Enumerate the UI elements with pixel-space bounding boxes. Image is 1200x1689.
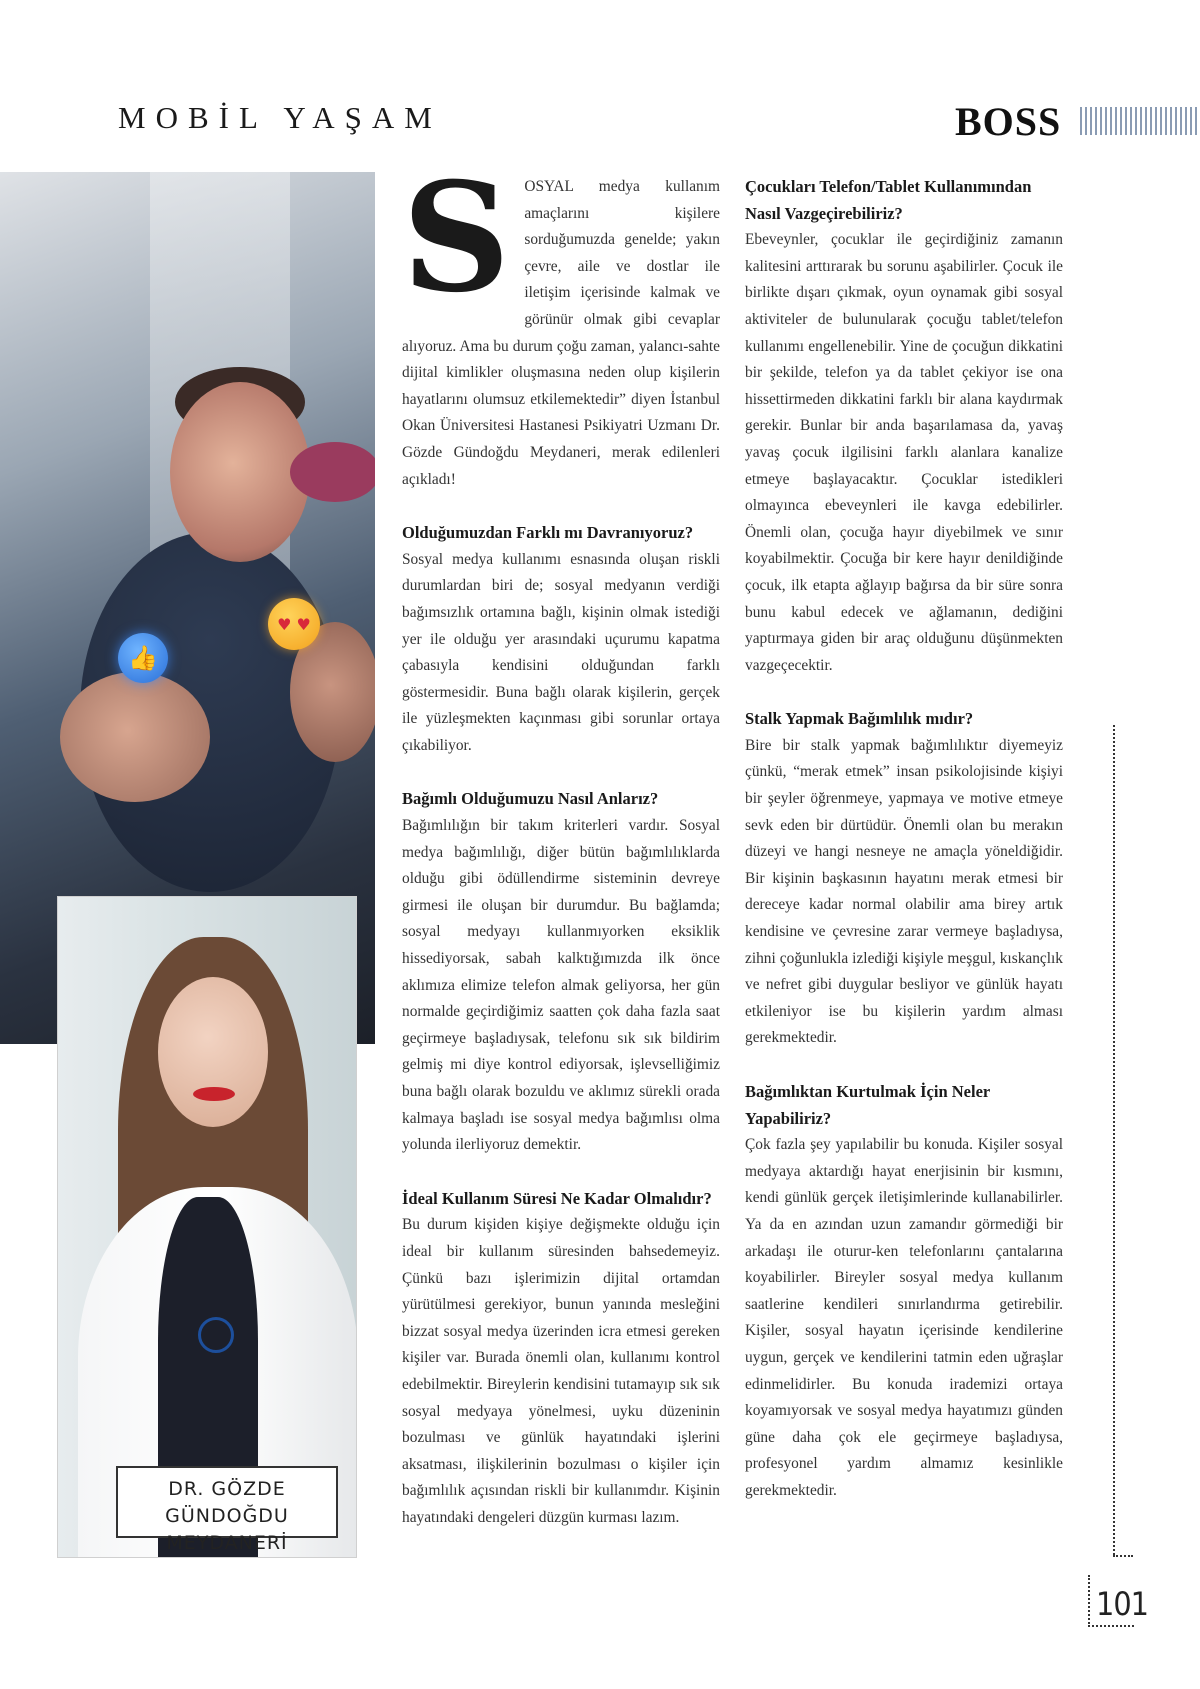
university-logo-icon: [198, 1317, 234, 1353]
logo-stripes: [1080, 107, 1200, 135]
section-heading: Olduğumuzdan Farklı mı Davranıyoruz?: [402, 523, 694, 543]
heart-eyes-emoji-icon: ♥ ♥: [268, 598, 320, 650]
drop-cap: S: [402, 150, 511, 326]
article-intro: OSYAL medya kullanım amaçlarını kişilere sorduğumuzda genelde; yakın çevre, aile ve dostlar ile iletişim içerisinde kalmak ve görünür olmak gibi cevaplar alıyoruz. Ama bu durum çoğu zaman, yalancı-sahte dijital kimlikler oluşmasına neden olup kişilerin hayatlarını olumsuz etkilemektedir” diyen İstanbul Okan Üniversitesi Hastanesi Psikiyatri Uzmanı Dr. Gözde Gündoğdu Meydaneri, merak edilenleri açıkladı!: [402, 178, 720, 488]
section-body: Ebeveynler, çocuklar ile geçirdiğiniz zamanın kalitesini arttırarak bu sorunu aşabilirler. Çocuk ile birlikte dışarı çıkmak, oyun oynamak gibi sosyal aktiviteler de bulunularak çocuğu tablet/telefon kullanımı engellenebilir. Yine de çocuğun dikkatini bir şekilde, telefon ya da tablet çekiyor ise ona hissettirmeden dikkatini farklı bir alana kaydırmak gerekir. Bunlar bir anda başarılamasa da, yavaş yavaş çocuk ilgilisini farklı alanlara kanalize etmeye başlayacaktır. Çocuklar istedikleri olmayınca ebeveynleri ile kavga edebilirler. Önemli olan, çocuğa hayır diyebilmek ve sınır koyabilmektir. Çocuğa bir kere hayır denildiğinde çocuk, ilk etapta ağlayıp bağırsa da bir süre sonra bunu kabul edecek ve ağlamanın, dediğini yaptırmaya giden bir araç olduğunu düşünmekten vazgeçecektir.: [745, 231, 1063, 674]
section-heading: Bağımlıktan Kurtulmak İçin Neler Yapabiliriz?: [745, 1082, 990, 1128]
article-column-left: [402, 150, 720, 1532]
doctor-portrait: [57, 896, 357, 1558]
section-body: Bu durum kişiden kişiye değişmekte olduğu için ideal bir kullanım süresinden bahsedemeyiz. Çünkü bazı işlerimizin dijital ortamdan yürütülmesi gerekiyor, bunun yanında mesleğini bizzat sosyal medya üzerinden icra etmesi gereken kişiler var. Burada önemli olan, kullanımı kontrol edebilmektir. Bireylerin kendisini tutamayıp sık sık sosyal medyaya yönelmesi, uyku düzeninin bozulması ve günlük hayatındaki işlerini aksatması, ilişkilerinin bozulması o kişiler için bağımlılık açısından riskli bir kullanımdır. Kişinin hayatındaki dengeleri düzgün kurması lazım.: [402, 1216, 720, 1526]
section-heading: Bağımlı Olduğumuzu Nasıl Anlarız?: [402, 789, 659, 809]
section-heading: İdeal Kullanım Süresi Ne Kadar Olmalıdır?: [402, 1188, 712, 1208]
section-title: MOBİL YAŞAM: [118, 100, 442, 135]
thumbs-up-icon: 👍: [118, 633, 168, 683]
article-column-right: [745, 174, 1063, 1505]
caption-surname: MEYDANERİ: [166, 1532, 288, 1554]
section-body: Çok fazla şey yapılabilir bu konuda. Kişiler sosyal medyaya aktardığı hayat enerjisinin bir kısmını, kendi günlük gerçek iletişimlerinde kullanabilirler. Ya da en azından uzun zamandır görmediği bir arkadaşı ile oturur-ken telefonlarını çantalarına koyabilirler. Bireyler sosyal medya kullanım saatlerine kendileri sınırlandırma getirebilir. Kişiler, sosyal hayatın içerisinde kendilerine uygun, gerçek ve kendilerini tatmin eden uğraşlar edinmelidirler. Bu konuda irademizi ortaya koyamıyorsak ve sosyal medya hayatımızı günden güne daha çok ele geçirmeye başladıysa, profesyonel yardım almamız kesinlikle gerekmektedir.: [745, 1136, 1063, 1499]
section-body: Bağımlılığın bir takım kriterleri vardır. Sosyal medya bağımlılığı, diğer bütün bağımlılıklarda olduğu gibi ödüllendirme sisteminin devreye girmesi ile oluşan bir durumdur. Bu bağlamda; sosyal medyayı kullanmıyorken eksiklik hissediyorsak, sabah kalktığımızda ilk önce aklımıza elimize telefon almak geliyorsa, her gün normalde geçirdiğimiz saatten çok daha fazla saat geçirmeye başladıysak, telefonu sık sık bildirim gelmiş mi diye kontrol ediyorsak, işlevselliğimiz buna bağlı olarak bozuldu ve aklımız sürekli orada kalmaya başladı ise sosyal medya bağımlısı olma yolunda ilerliyoruz demektir.: [402, 817, 720, 1154]
magazine-logo: BOSS: [955, 99, 1062, 144]
page-number: 101: [1096, 1585, 1148, 1623]
section-body: Sosyal medya kullanımı esnasında oluşan riskli durumlardan biri de; sosyal medyanın verdiği bağımsızlık ortamına bağlı, kişinin olmak istediği yer ile olduğu yer arasındaki uçurumu kapatma çabasıyla kendisini olduğundan farklı göstermesidir. Buna bağlı olarak kişilerin, gerçek ile yüzleşmekten kaçınması gibi sorunlar ortaya çıkabiliyor.: [402, 550, 720, 754]
caption-name: DR. GÖZDE GÜNDOĞDU: [165, 1478, 289, 1527]
dotted-guide-line: [1113, 725, 1115, 1555]
section-heading: Stalk Yapmak Bağımlılık mıdır?: [745, 709, 974, 729]
portrait-caption: [116, 1466, 338, 1554]
section-heading: Çocukları Telefon/Tablet Kullanımından Nasıl Vazgeçirebiliriz?: [745, 177, 1032, 223]
section-body: Bire bir stalk yapmak bağımlılıktır diyemeyiz çünkü, “merak etmek” insan psikolojisinde kişiyi bir şeyler öğrenmeye, yapmaya ve motive etmeye sevk eden bir dürtüdür. Önemli olan bu merakın düzeyi ve hangi nesneye ne amaçla yöneldiğidir. Bir kişinin başkasının hayatını merak etmesi bir dereceye kadar normal olabilir ama birey artık kendisine ve çevresine zarar vermeye başladıysa, zihni çoğunlukla izlediği kişiyle meşgul, kıskançlık ve nefret gibi duygular besliyor ve günlük hayatı etkileniyor ise bu kişilerin yardım alması gerekmektedir.: [745, 736, 1063, 1047]
dotted-guide-line: [1113, 1555, 1133, 1557]
